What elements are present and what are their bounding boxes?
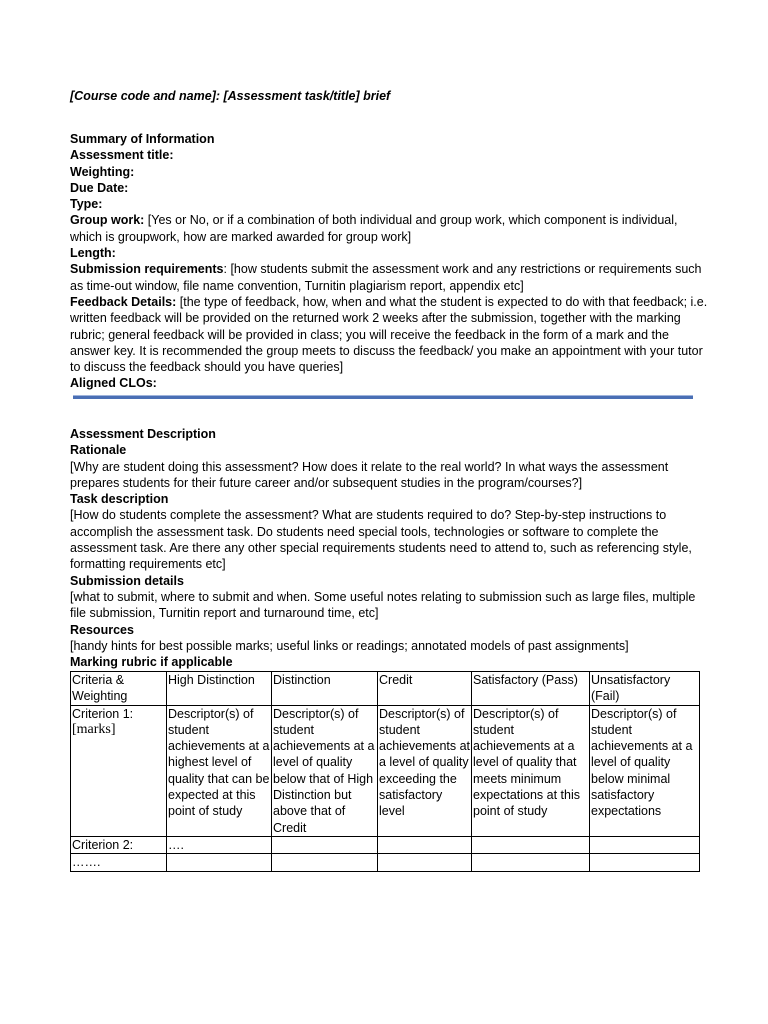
header-cell: Unsatisfactory (Fail): [590, 672, 700, 706]
header-cell: Criteria & Weighting: [71, 672, 167, 706]
rubric-heading: Marking rubric if applicable: [70, 655, 233, 670]
submission-text: [what to submit, where to submit and when. Some useful notes relating to submission such as large files, multiple file submission, Turnitin report and turnaround time, etc]: [70, 589, 696, 621]
submission-requirements-text: : [how students submit the assessment work and any restrictions or requirements such as time-out window, file name convention, Turnitin plagiarism report, appendix etc]: [70, 262, 702, 293]
descriptor-cell: [167, 854, 272, 871]
descriptor-cell: [378, 836, 472, 853]
assessment-title-label: Assessment title:: [70, 148, 174, 163]
rationale-text: [Why are student doing this assessment? How does it relate to the real world? In what ways the assessment prepares students for their future career and/or subsequent studies in the program/courses?]: [70, 459, 669, 490]
submission-requirements-field: [70, 261, 710, 294]
descriptor-cell: [472, 854, 590, 871]
type-label: Type:: [70, 197, 103, 212]
descriptor-cell: Descriptor(s) of student achievements at a level of quality below that of High Distinction but above that of Credit: [272, 705, 378, 836]
feedback-details-field: [70, 294, 710, 375]
group-work-label: Group work:: [70, 213, 145, 228]
descriptor-cell: [590, 854, 700, 871]
task-text: [How do students complete the assessment? What are students required to do? Step-by-step instructions to accomplish the assessment task. Do students need special tools, technologies or software to complete the assessment task. Are there any other special requirements students need to attend to, such as referencing style, formatting requirements etc]: [70, 508, 692, 572]
table-row: [71, 705, 700, 836]
descriptor-cell: ….: [167, 836, 272, 853]
descriptor-cell: Descriptor(s) of student achievements at a level of quality that meets minimum expectations at this point of study: [472, 705, 590, 836]
criterion-cell: Criterion 2:: [71, 836, 167, 853]
descriptor-cell: Descriptor(s) of student achievements at a level of quality exceeding the satisfactory level: [378, 705, 472, 836]
document-title: [Course code and name]: [Assessment task/title] brief: [70, 89, 391, 103]
weighting-label: Weighting:: [70, 164, 135, 179]
group-work-text: [Yes or No, or if a combination of both individual and group work, which component is individual, which is groupwork, how are marked awarded for group work]: [70, 213, 678, 244]
description-heading: Assessment Description: [70, 427, 216, 441]
table-row: [71, 836, 700, 853]
criterion-label: Criterion 1:: [72, 706, 134, 721]
resources-heading: Resources: [70, 622, 134, 637]
section-divider: [73, 395, 693, 399]
descriptor-cell: [272, 854, 378, 871]
aligned-clos-label: Aligned CLOs:: [70, 376, 157, 391]
submission-requirements-label: Submission requirements: [70, 262, 224, 277]
group-work-field: [70, 212, 710, 245]
due-date-label: Due Date:: [70, 180, 129, 195]
rationale-heading: Rationale: [70, 443, 127, 458]
description-section: [70, 426, 710, 670]
descriptor-cell: [590, 836, 700, 853]
feedback-details-label: Feedback Details:: [70, 294, 177, 309]
submission-heading: Submission details: [70, 573, 184, 588]
descriptor-cell: Descriptor(s) of student achievements at a level of quality below minimal satisfactory expectations: [590, 705, 700, 836]
criterion-marks: [marks]: [72, 721, 116, 737]
descriptor-cell: Descriptor(s) of student achievements at a highest level of quality that can be expected at this point of study: [167, 705, 272, 836]
feedback-details-text: [the type of feedback, how, when and what the student is expected to do with that feedback; i.e. written feedback will be provided on the returned work 2 weeks after the submission, together with the marking rubric; general feedback will be provided in class; you will receive the feedback in the form of a mark and the answer key. It is recommended the group meets to discuss the feedback/ you make an appointment with your tutor to discuss the feedback should you have queries]: [70, 294, 708, 375]
task-heading: Task description: [70, 492, 169, 507]
header-cell: Credit: [378, 672, 472, 706]
table-row: [71, 854, 700, 871]
summary-section: [70, 131, 710, 392]
rubric-header-row: [71, 672, 700, 706]
header-cell: High Distinction: [167, 672, 272, 706]
summary-heading: Summary of Information: [70, 132, 215, 146]
marking-rubric-table: [70, 671, 700, 872]
criterion-cell: …….: [71, 854, 167, 871]
resources-text: [handy hints for best possible marks; useful links or readings; annotated models of past assignments]: [70, 638, 629, 653]
criterion-cell: [71, 705, 167, 836]
descriptor-cell: [472, 836, 590, 853]
descriptor-cell: [378, 854, 472, 871]
header-cell: Satisfactory (Pass): [472, 672, 590, 706]
descriptor-cell: [272, 836, 378, 853]
length-label: Length:: [70, 246, 116, 261]
header-cell: Distinction: [272, 672, 378, 706]
